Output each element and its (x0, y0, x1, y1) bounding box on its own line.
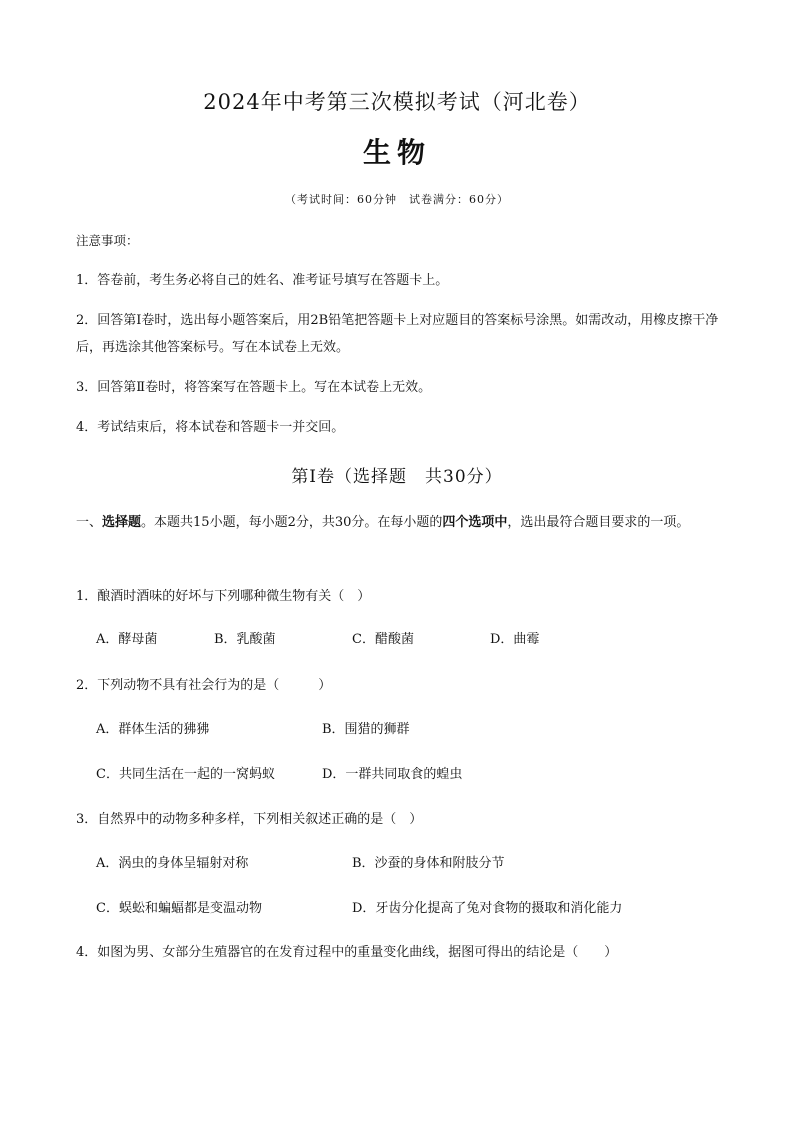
part-instructions (76, 509, 722, 536)
question-2-option-b: B．围猎的狮群 (322, 722, 410, 737)
intro-suffix: ，选出最符合题目要求的一项。 (507, 515, 690, 530)
intro-bold-2: 四个选项中 (442, 515, 508, 530)
question-2-option-a: A．群体生活的狒狒 (96, 722, 210, 737)
question-3-option-a: A．涡虫的身体呈辐射对称 (96, 856, 249, 871)
intro-bold: 选择题 (102, 515, 142, 530)
question-2-stem: 2．下列动物不具有社会行为的是（ ） (76, 678, 332, 693)
question-3-option-c: C．蜈蚣和蝙蝠都是变温动物 (96, 901, 262, 916)
intro-mid: 。本题共15小题，每小题2分，共30分。在每小题的 (141, 515, 443, 530)
question-1-option-d: D．曲霉 (490, 632, 540, 647)
question-4-stem: 4．如图为男、女部分生殖器官的在发育过程中的重量变化曲线，据图可得出的结论是（ ） (76, 945, 618, 960)
question-3-stem: 3．自然界中的动物多种多样，下列相关叙述正确的是（ ） (76, 812, 423, 827)
section-title: 第Ⅰ卷（选择题 共30分） (291, 467, 503, 487)
question-1-option-b: B．乳酸菌 (214, 632, 276, 647)
exam-title: 2024年中考第三次模拟考试（河北卷） (203, 90, 591, 114)
question-1-stem: 1．酿酒时酒味的好坏与下列哪种微生物有关（ ） (76, 589, 371, 604)
note-item-4: 4．考试结束后，将本试卷和答题卡一并交回。 (76, 420, 345, 435)
note-item-1: 1．答卷前，考生务必将自己的姓名、准考证号填写在答题卡上。 (76, 273, 449, 288)
intro-prefix: 一、 (76, 515, 103, 530)
question-3-option-b: B．沙蚕的身体和附肢分节 (352, 856, 505, 871)
question-1-option-c: C．醋酸菌 (352, 632, 414, 647)
question-2-option-d: D．一群共同取食的蝗虫 (322, 767, 463, 782)
question-3-option-d: D．牙齿分化提高了兔对食物的摄取和消化能力 (352, 901, 623, 916)
exam-time-score-info: （考试时间：60分钟 试卷满分：60分） (285, 193, 509, 206)
subject-title: 生物 (362, 136, 431, 169)
note-item-3: 3．回答第Ⅱ卷时，将答案写在答题卡上。写在本试卷上无效。 (76, 380, 432, 395)
question-1-option-a: A．酵母菌 (96, 632, 158, 647)
question-2-option-c: C．共同生活在一起的一窝蚂蚁 (96, 767, 275, 782)
note-item-2: 2．回答第Ⅰ卷时，选出每小题答案后，用2B铅笔把答题卡上对应题目的答案标号涂黑。如需改动，用橡皮擦干净后，再选涂其他答案标号。写在本试卷上无效。 (76, 313, 719, 355)
notes-heading: 注意事项： (76, 233, 139, 248)
